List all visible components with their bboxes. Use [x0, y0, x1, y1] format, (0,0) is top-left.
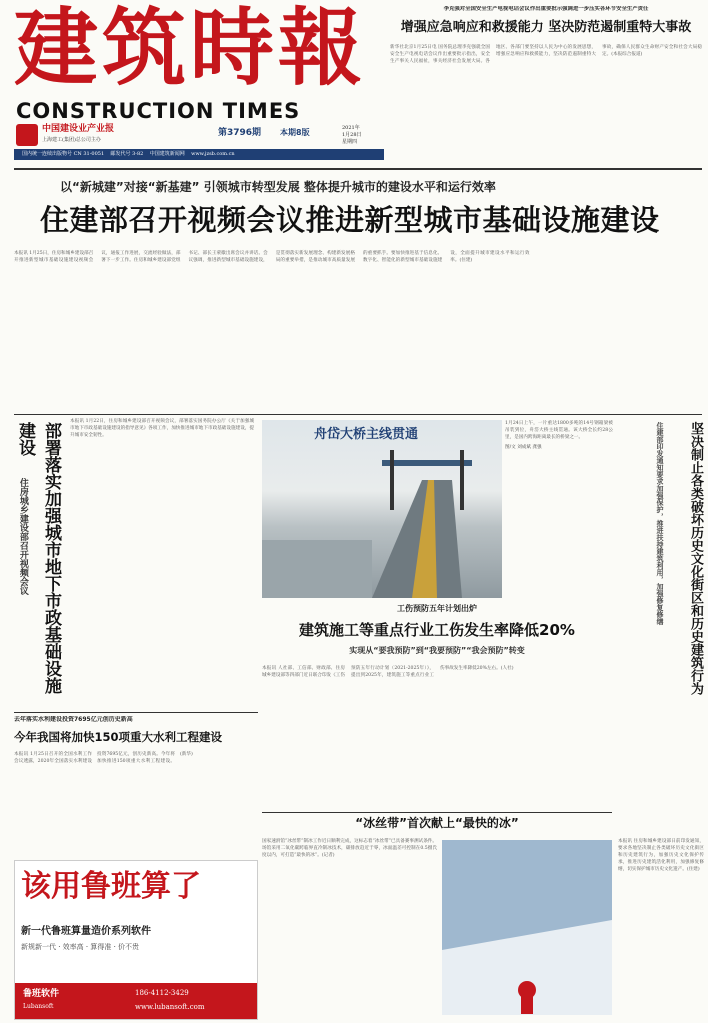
ad-headline: 该用鲁班算了 — [21, 869, 201, 904]
ad-brand-block — [15, 983, 257, 1019]
right-story-body: 本报讯 住房和城乡建设部日前印发通知，要求各地坚决制止各类破坏历史文化街区和历史建筑行为，加强历史文化保护传承，推进历史建筑活化利用，加强修复修缮，切实保护城市历史文化遗产。(住建) — [618, 839, 704, 872]
masthead-date2: 1月28日 — [342, 132, 362, 138]
ad-brand-en: Lubansoft — [23, 1003, 54, 1010]
center-headline: 建筑施工等重点行业工伤发生率降低20% — [299, 620, 575, 639]
left-bottom-story — [14, 716, 258, 856]
photo-caption-title: 舟岱大桥主线贯通 — [314, 427, 419, 442]
masthead-logo — [16, 124, 38, 146]
masthead-pages: 本期8版 — [280, 128, 310, 137]
ice-photo — [442, 840, 612, 1015]
right-vertical-sub: 住建部印发通知要求加强保护，推进扶持建筑利用，加强修复修缮 — [656, 422, 664, 625]
left-bottom-kicker: 去年落实水利建设投资7695亿元创历史新高 — [14, 716, 133, 723]
left-story-body: 本报讯 1月22日，住房和城乡建设部召开视频会议，部署落实国务院办公厅《关于加强城市地下市政基础设施建设的指导意见》各项工作，加快推进城市地下市政基础设施建设，提升城市安全韧性。 — [70, 419, 254, 438]
main-kicker: 以“新城建”对接“新基建” 引领城市转型发展 整体提升城市的建设水平和运行效率 — [60, 180, 496, 194]
ad-phone: 186-4112-3429 — [135, 989, 189, 997]
masthead-code3: 中国建筑新闻网 — [149, 151, 185, 157]
ad-tags: 新规新一代 · 效率高 · 算得准 · 价不贵 — [21, 943, 140, 951]
masthead-sponsor2: 上海建工(集团)总公司主办 — [42, 137, 101, 143]
ad-web: www.lubansoft.com — [135, 1003, 205, 1011]
center-body: 本报讯 人社部、工信部、财政部、住房城乡建设部等四部门近日联合印发《工伤预防五年行动计划（2021-2025年）》，提出到2025年，建筑施工等重点行业工伤事故发生率降低20%左右。(人社) — [262, 665, 514, 678]
divider — [14, 712, 258, 713]
photo-caption-body: 1月24日上午，一片重达1800多吨的14号钢箱梁被吊装到位，舟岱大桥主线贯通。该大桥全长约28公里，是国内跨海距离最长的桥梁之一。 — [505, 421, 613, 440]
main-body: 本报讯 1月25日，住房和城乡建设部召开推进新型城市基础设施建设视频会议，通报工作进展，交流经验做法，部署下一步工作。住房和城乡建设部党组书记、部长王蒙徽出席会议并讲话。会议强调，推进新型城市基础设施建设，是贯彻落实新发展理念、构建新发展格局的重要举措，是推动城市高质量发展的重要抓手。要加快推进基于信息化、数字化、智能化的新型城市基础设施建设，全面提升城市建设水平和运行效率。(住建) — [14, 251, 530, 263]
ice-headline: “冰丝带”首次献上“最快的冰” — [355, 816, 519, 830]
masthead-site: www.jzsb.com.cn — [191, 151, 235, 157]
bridge-photo — [262, 420, 502, 598]
divider — [14, 168, 702, 170]
ad-banner[interactable] — [14, 860, 258, 1020]
ad-brand: 鲁班软件 — [23, 989, 60, 999]
masthead-code2: 邮发代号 3-82 — [110, 151, 144, 157]
ice-story — [262, 816, 612, 1018]
ice-body: 国家速滑馆“冰丝带”制冰工作近日顺利完成，这标志着“冰丝带”已具备赛事测试条件。场馆采用二氧化碳跨临界直冷制冰技术，碳排放趋近于零，冰面温差可控制在0.5摄氏度以内，可打造“最快的冰”。(记者) — [262, 838, 437, 858]
center-kicker: 工伤预防五年计划出炉 — [397, 604, 477, 613]
center-sub: 实现从“要我预防”到“我要预防”“我会预防”转变 — [349, 646, 525, 656]
right-vertical-title: 坚决制止各类破坏历史文化街区和历史建筑行为 — [688, 422, 703, 695]
top-right-body: 新华社北京1月25日电 国务院总理李克强就全国安全生产电视电话会议作出重要批示指出，安全生产事关人民福祉，事关经济社会发展大局。各地区、各部门要坚持以人民为中心的发展思想，增强应急响应和救援能力，坚决防范遏制重特大事故，确保人民群众生命财产安全和社会大局稳定。(本报综合报道) — [390, 45, 702, 65]
photo-credit: 图/文 刘成斌 龚强 — [505, 445, 542, 450]
masthead-code1: 国内统一连续出版物号 CN 31-0051 — [22, 151, 105, 157]
top-right-headline: 增强应急响应和救援能力 坚决防范遏制重特大事故 — [400, 20, 692, 36]
photo-caption — [505, 420, 613, 598]
right-story — [618, 418, 704, 1018]
main-headline: 住建部召开视频会议推进新型城市基础设施建设 — [40, 203, 660, 237]
masthead-title-cn: 建筑時報 — [14, 0, 367, 96]
divider — [262, 812, 612, 813]
masthead-info-bar — [14, 149, 384, 160]
masthead-title-en: CONSTRUCTION TIMES — [16, 99, 301, 123]
divider — [14, 414, 702, 415]
left-bottom-body: 本报讯 1月25日召开的全国水利工作会议透露，2020年全国落实水利建设投资7695亿元，创历史新高。今年将加快推进150项重大水利工程建设。(新华) — [14, 752, 193, 765]
top-right-kicker: 李克强对全国安全生产电视电话会议作出重要批示强调进一步压实各环节安全生产责任 — [443, 6, 649, 12]
masthead-sponsor: 中国建设业产业报 — [42, 124, 115, 134]
ad-sub: 新一代鲁班算量造价系列软件 — [21, 926, 151, 937]
masthead — [0, 0, 384, 163]
left-story — [14, 418, 254, 708]
masthead-weekday: 星期四 — [342, 139, 358, 145]
left-vertical-sub: 住房城乡建设部召开视频会议 — [17, 478, 28, 595]
top-right-story — [390, 4, 702, 164]
bridge-graphic — [262, 420, 502, 598]
masthead-date: 2021年 — [342, 125, 360, 131]
left-vertical-title: 部署落实加强城市地下市政基础设施建设 — [15, 422, 61, 694]
left-bottom-headline: 今年我国将加快150项重大水利工程建设 — [14, 729, 223, 744]
center-story — [262, 604, 612, 809]
masthead-issue: 第3796期 — [218, 128, 262, 138]
